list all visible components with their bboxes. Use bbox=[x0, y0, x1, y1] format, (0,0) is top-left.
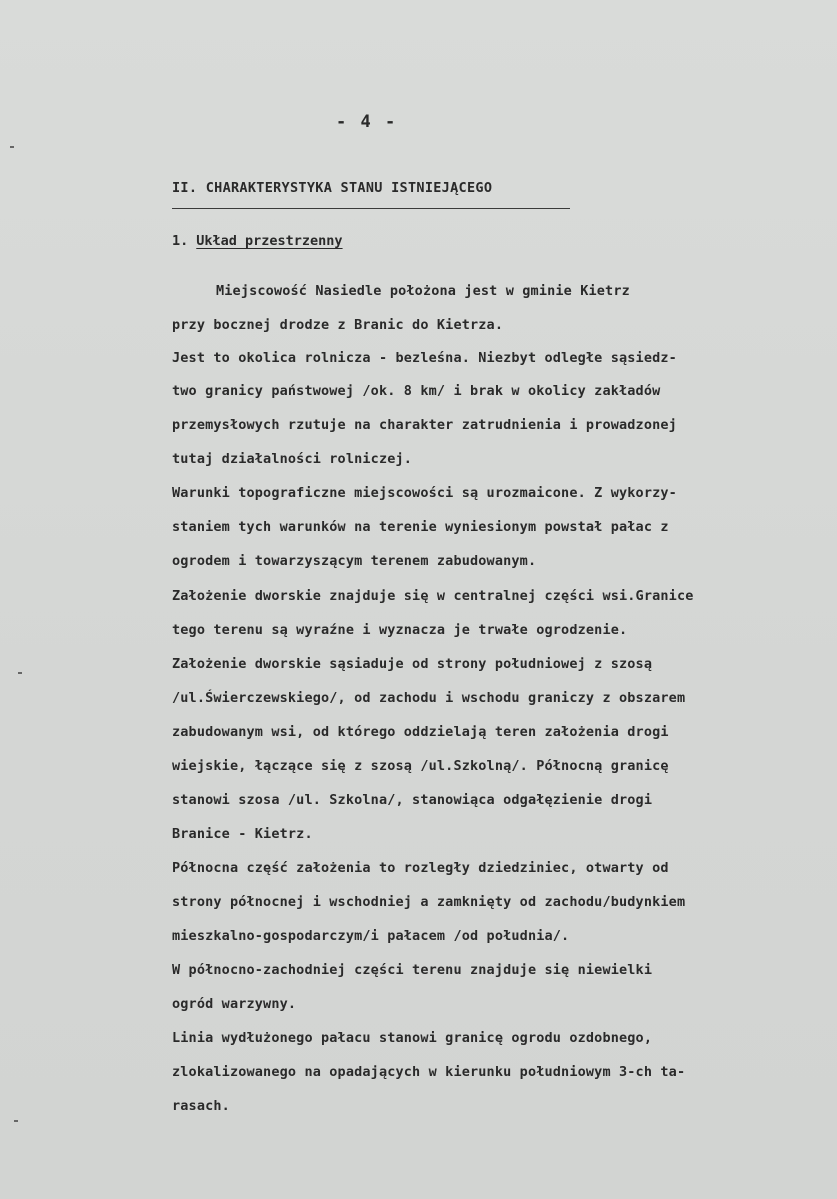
margin-mark bbox=[10, 146, 14, 148]
subsection-number: 1. bbox=[172, 233, 189, 249]
body-line: zlokalizowanego na opadających w kierunku południowym 3-ch ta- bbox=[172, 1064, 686, 1080]
body-line: Jest to okolica rolnicza - bezleśna. Niezbyt odległe sąsiedz- bbox=[172, 350, 677, 366]
body-line: przemysłowych rzutuje na charakter zatrudnienia i prowadzonej bbox=[172, 417, 677, 433]
body-line: wiejskie, łączące się z szosą /ul.Szkolną/. Północną granicę bbox=[172, 758, 669, 774]
section-heading: II. CHARAKTERYSTYKA STANU ISTNIEJĄCEGO bbox=[172, 180, 493, 196]
body-line: Linia wydłużonego pałacu stanowi granicę ogrodu ozdobnego, bbox=[172, 1030, 653, 1046]
body-line: przy bocznej drodze z Branic do Kietrza. bbox=[172, 317, 504, 333]
body-line: two granicy państwowej /ok. 8 km/ i brak w okolicy zakładów bbox=[172, 383, 661, 399]
margin-mark bbox=[18, 672, 22, 674]
subsection-heading bbox=[172, 233, 343, 249]
body-line: Miejscowość Nasiedle położona jest w gminie Kietrz bbox=[216, 283, 630, 299]
body-line: mieszkalno-gospodarczym/i pałacem /od południa/. bbox=[172, 928, 570, 944]
body-line: Branice - Kietrz. bbox=[172, 826, 313, 842]
body-line: W północno-zachodniej części terenu znajduje się niewielki bbox=[172, 962, 653, 978]
body-line: ogród warzywny. bbox=[172, 996, 297, 1012]
body-line: /ul.Świerczewskiego/, od zachodu i wschodu graniczy z obszarem bbox=[172, 690, 686, 706]
body-line: zabudowanym wsi, od którego oddzielają teren założenia drogi bbox=[172, 724, 669, 740]
body-line: tutaj działalności rolniczej. bbox=[172, 451, 413, 467]
body-line: Założenie dworskie sąsiaduje od strony południowej z szosą bbox=[172, 656, 653, 672]
body-line: staniem tych warunków na terenie wyniesionym powstał pałac z bbox=[172, 519, 669, 535]
body-line: Warunki topograficzne miejscowości są urozmaicone. Z wykorzy- bbox=[172, 485, 677, 501]
body-line: Założenie dworskie znajduje się w centralnej części wsi.Granice bbox=[172, 588, 694, 604]
body-line: stanowi szosa /ul. Szkolna/, stanowiąca odgałęzienie drogi bbox=[172, 792, 653, 808]
body-line: rasach. bbox=[172, 1098, 230, 1114]
subsection-title: Układ przestrzenny bbox=[196, 233, 343, 249]
body-line: tego terenu są wyraźne i wyznacza je trwałe ogrodzenie. bbox=[172, 622, 628, 638]
section-heading-underline bbox=[172, 208, 570, 209]
body-line: strony północnej i wschodniej a zamknięty od zachodu/budynkiem bbox=[172, 894, 686, 910]
body-line: Północna część założenia to rozległy dziedziniec, otwarty od bbox=[172, 860, 669, 876]
margin-mark bbox=[14, 1120, 18, 1122]
body-line: ogrodem i towarzyszącym terenem zabudowanym. bbox=[172, 553, 537, 569]
page-number: - 4 - bbox=[336, 112, 398, 132]
